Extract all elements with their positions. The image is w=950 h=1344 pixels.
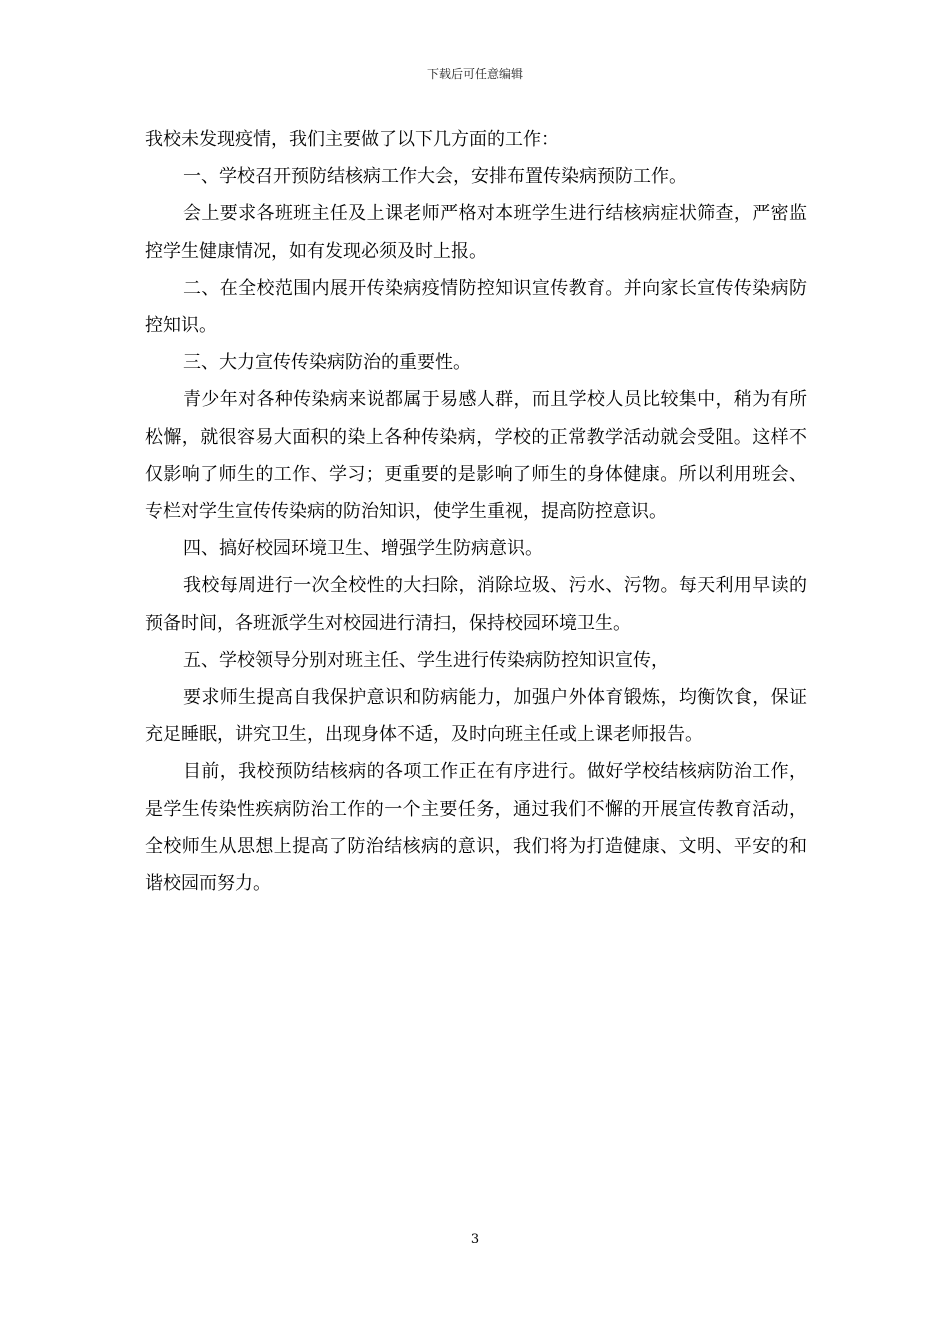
paragraph: 我校未发现疫情，我们主要做了以下几方面的工作：	[145, 129, 559, 150]
document-body	[145, 121, 807, 902]
paragraph: 会上要求各班班主任及上课老师严格对本班学生进行结核病症状筛查，严密监控学生健康情况，如有发现必须及时上报。	[145, 203, 807, 262]
paragraph: 要求师生提高自我保护意识和防病能力，加强户外体育锻炼，均衡饮食，保证充足睡眠，讲究卫生，出现身体不适，及时向班主任或上课老师报告。	[145, 687, 807, 746]
paragraph: 四、搞好校园环境卫生、增强学生防病意识。	[183, 538, 543, 560]
paragraph: 五、学校领导分别对班主任、学生进行传染病防控知识宣传，	[183, 649, 669, 671]
paragraph: 一、学校召开预防结核病工作大会，安排布置传染病预防工作。	[183, 166, 687, 188]
paragraph: 三、大力宣传传染病防治的重要性。	[183, 352, 471, 374]
paragraph: 我校每周进行一次全校性的大扫除，消除垃圾、污水、污物。每天利用早读的预备时间，各班派学生对校园进行清扫，保持校园环境卫生。	[145, 575, 807, 634]
page-header: 下载后可任意编辑	[426, 67, 523, 81]
paragraph: 目前，我校预防结核病的各项工作正在有序进行。做好学校结核病防治工作，是学生传染性疾病防治工作的一个主要任务，通过我们不懈的开展宣传教育活动，全校师生从思想上提高了防治结核病的意识，我们将为打造健康、文明、平安的和谐校园而努力。	[145, 761, 807, 895]
page-number: 3	[470, 1232, 480, 1247]
paragraph: 青少年对各种传染病来说都属于易感人群，而且学校人员比较集中，稍为有所松懈，就很容易大面积的染上各种传染病，学校的正常教学活动就会受阻。这样不仅影响了师生的工作、学习；更重要的是影响了师生的身体健康。所以利用班会、专栏对学生宣传传染病的防治知识，使学生重视，提高防控意识。	[145, 389, 807, 523]
paragraph: 二、在全校范围内展开传染病疫情防控知识宣传教育。并向家长宣传传染病防控知识。	[145, 277, 807, 337]
